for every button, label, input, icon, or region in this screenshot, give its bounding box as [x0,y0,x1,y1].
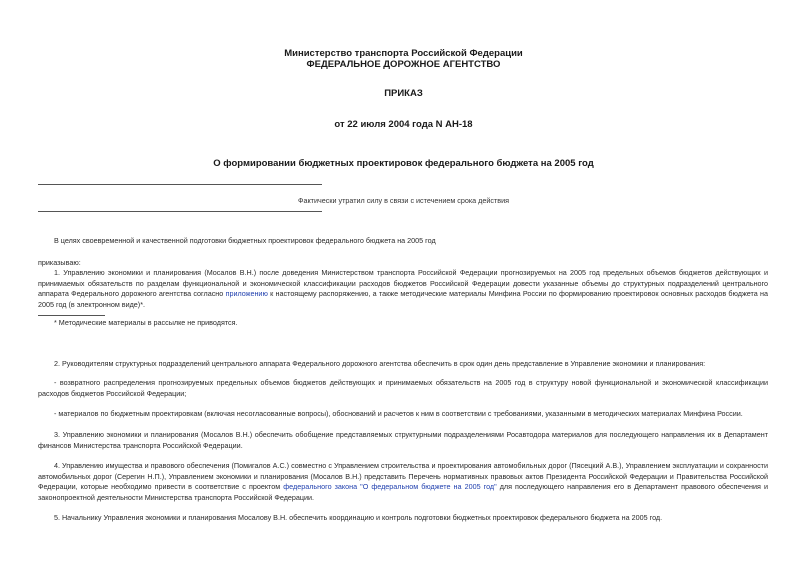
divider-bottom [38,211,322,212]
paragraph-2: 2. Руководителям структурных подразделений центрального аппарата Федерального дорожного агентства обеспечить в срок один день представление в Управление экономики и планирования: [54,359,706,368]
paragraph-4-text-end: для последующего направления его в Департамент правового обеспечения и законопроектной деятельности Министерства транспорта Российской Федерации. [38,482,768,502]
paragraph-1-text-end: к настоящему распоряжению, а также методические материалы Минфина России по формированию проектировок основных расходов бюджета на 2005 год (в электронном виде)*. [38,289,768,309]
paragraph-4 [38,461,768,503]
agency-name: ФЕДЕРАЛЬНОЕ ДОРОЖНОЕ АГЕНТСТВО [306,59,501,70]
footnote-divider [38,315,105,316]
paragraph-4-text-start: 4. Управлению имущества и правового обеспечения (Помигалов А.С.) совместно с Управлением строительства и проектирования автомобильных дорог (Пясецкий А.В.), Управлением эксплуатации и сохранности автомобильных дорог (Серегин Н.П.), Управлением экономики и планирования (Мосалов В.Н.) представить Перечень нормативных правовых актов Президента Российской Федерации и Правительства Российской Федерации, которые необходимо привести в соответствие с проектом [38,461,768,492]
divider-top [38,184,322,185]
paragraph-3: 3. Управлению экономики и планирования (Мосалов В.Н.) обеспечить обобщение представляемых структурными подразделениями Росавтодора материалов для последующего направления их в Департамент финансов Министерства транспорта Российской Федерации. [38,430,768,450]
intro-paragraph: В целях своевременной и качественной подготовки бюджетных проектировок федерального бюджета на 2005 год [54,236,436,245]
footnote: * Методические материалы в рассылке не приводятся. [54,318,238,327]
document-date-number: от 22 июля 2004 года N АН-18 [334,119,473,130]
paragraph-2-item-a: - возвратного распределения прогнозируемых предельных объемов бюджетов действующих и принимаемых обязательств на 2005 год в структуру новой функциональной и экономической классификации расходов бюджетов Российской Федерации; [38,378,768,398]
paragraph-2-item-b: - материалов по бюджетным проектировкам (включая несогласованные вопросы), обоснований и расчетов к ним в соответствии с требованиями, указанными в методических материалах Минфина России. [54,409,743,418]
paragraph-1 [38,268,768,310]
document-title: О формировании бюджетных проектировок федерального бюджета на 2005 год [213,158,594,169]
ministry-name: Министерство транспорта Российской Федерации [284,48,523,59]
order-word: приказываю: [38,258,81,267]
federal-law-link[interactable]: федерального закона "О федеральном бюджете на 2005 год" [283,482,497,492]
paragraph-5: 5. Начальнику Управления экономики и планирования Мосалову В.Н. обеспечить координацию и контроль подготовки бюджетных проектировок федерального бюджета на 2005 год. [54,513,663,522]
status-note: Фактически утратил силу в связи с истечением срока действия [298,196,509,205]
document-type: ПРИКАЗ [384,88,423,99]
paragraph-1-text-start: 1. Управлению экономики и планирования (Мосалов В.Н.) после доведения Министерством транспорта Российской Федерации прогнозируемых на 2005 год предельных объемов бюджетов действующих и принимаемых обязательств по разделам функциональной и экономической классификации расходов бюджетов Российской Федерации довести указанные объемы до структурных подразделений центрального аппарата Федерального дорожного агентства согласно [38,268,768,299]
appendix-link[interactable]: приложению [225,289,268,299]
